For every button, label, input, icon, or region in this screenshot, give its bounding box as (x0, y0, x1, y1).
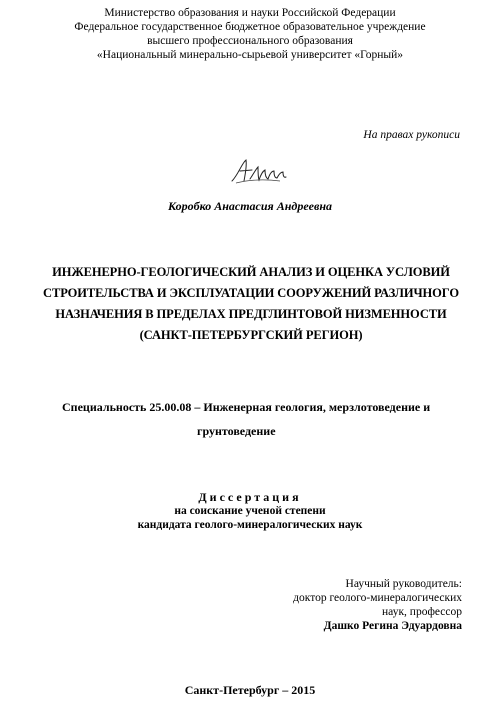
rights-note: На правах рукописи (363, 129, 460, 141)
title-line: ИНЖЕНЕРНО-ГЕОЛОГИЧЕСКИЙ АНАЛИЗ И ОЦЕНКА УСЛОВИЙ (52, 265, 450, 279)
supervisor-degree: наук, профессор (382, 606, 462, 618)
degree-line: кандидата геолого-минералогических наук (137, 519, 363, 531)
author-signature (228, 157, 290, 192)
supervisor-block (293, 577, 462, 633)
signature-image (228, 157, 290, 187)
supervisor-degree: доктор геолого-минералогических (293, 592, 462, 604)
specialty-line-cont: грунтоведение (197, 424, 276, 438)
dissertation-type: Диссертация (198, 490, 302, 504)
title-line: НАЗНАЧЕНИЯ В ПРЕДЕЛАХ ПРЕДГЛИНТОВОЙ НИЗМЕННОСТИ (55, 307, 447, 321)
title-line: (САНКТ-ПЕТЕРБУРГСКИЙ РЕГИОН) (139, 328, 363, 342)
supervisor-label: Научный руководитель: (345, 578, 462, 590)
header-line: высшего профессионального образования (147, 35, 353, 47)
header-line: Министерство образования и науки Российской Федерации (104, 7, 396, 19)
author-name: Коробко Анастасия Андреевна (167, 199, 333, 213)
degree-line: на соискание ученой степени (174, 505, 326, 517)
dissertation-title (30, 262, 472, 346)
header-line: «Национальный минерально-сырьевой университет «Горный» (96, 49, 404, 61)
ministry-header (0, 6, 500, 62)
supervisor-name: Дашко Регина Эдуардовна (323, 620, 462, 632)
header-line: Федеральное государственное бюджетное образовательное учреждение (74, 21, 426, 33)
city-year: Санкт-Петербург – 2015 (184, 683, 316, 697)
title-line: СТРОИТЕЛЬСТВА И ЭКСПЛУАТАЦИИ СООРУЖЕНИЙ РАЗЛИЧНОГО (43, 286, 459, 300)
specialty-line: Специальность 25.00.08 – Инженерная геология, мерзлотоведение и (62, 400, 431, 414)
